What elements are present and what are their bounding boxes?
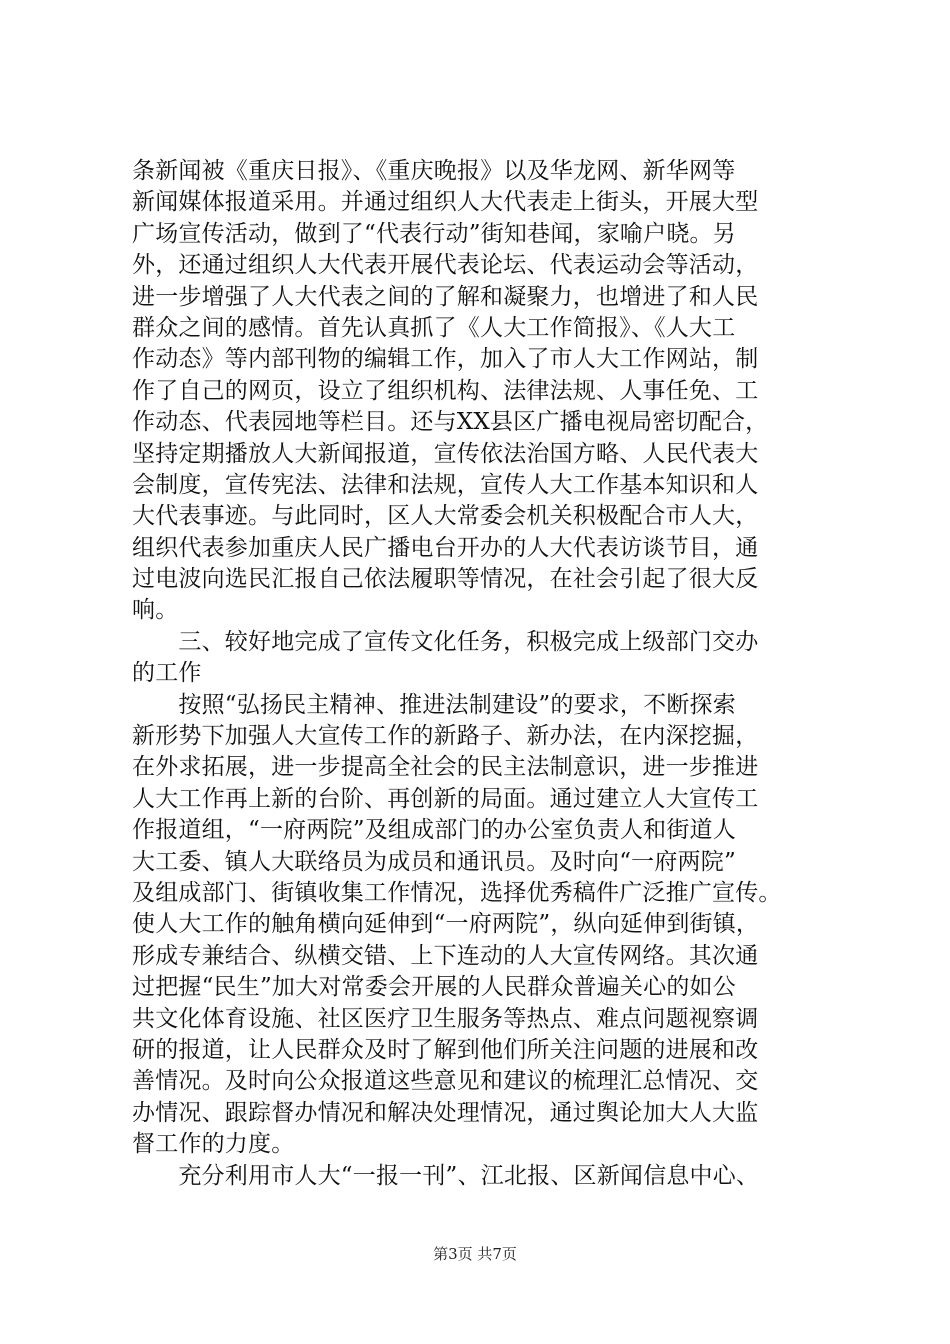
text-line: 坚持定期播放人大新闻报道，宣传依法治国方略、人民代表大 (132, 440, 759, 467)
text-line: 条新闻被《重庆日报》、《重庆晚报》以及华龙网、新华网等 (132, 158, 736, 184)
text-line: 过把握“民生”加大对常委会开展的人民群众普遍关心的如公 (132, 974, 736, 1001)
text-line: 作报道组，“一府两院”及组成部门的办公室负责人和街道人 (132, 817, 736, 844)
text-line: 外，还通过组织人大代表开展代表论坛、代表运动会等活动， (132, 252, 759, 279)
text-line: 作了自己的网页，设立了组织机构、法律法规、人事任免、工 (132, 377, 759, 404)
text-line: 会制度，宣传宪法、法律和法规，宣传人大工作基本知识和人 (132, 471, 759, 498)
text-line: 善情况。及时向公众报道这些意见和建议的梳理汇总情况、交 (132, 1068, 759, 1095)
text-line: 大工委、镇人大联络员为成员和通讯员。及时向“一府两院” (132, 848, 736, 875)
text-line: 督工作的力度。 (132, 1131, 295, 1158)
text-line: 作动态》等内部刊物的编辑工作，加入了市人大工作网站，制 (132, 346, 759, 373)
text-line: 的工作 (132, 660, 202, 687)
text-line: 大代表事迹。与此同时，区人大常委会机关积极配合市人大， (132, 503, 759, 530)
text-line: 进一步增强了人大代表之间的了解和凝聚力，也增进了和人民 (132, 283, 759, 310)
text-line: 响。 (132, 597, 179, 624)
text-line: 按照“弘扬民主精神、推进法制建设”的要求，不断探索 (132, 691, 736, 718)
text-line: 广场宣传活动，做到了“代表行动”街知巷闻，家喻户晓。另 (132, 220, 736, 247)
text-line: 新闻媒体报道采用。并通过组织人大代表走上街头，开展大型 (132, 189, 759, 216)
page-footer: 第3页 共7页 (433, 1245, 517, 1263)
text-line: 新形势下加强人大宣传工作的新路子、新办法，在内深挖掘， (132, 723, 759, 750)
text-line: 研的报道，让人民群众及时了解到他们所关注问题的进展和改 (132, 1036, 759, 1063)
text-line: 群众之间的感情。首先认真抓了《人大工作简报》、《人大工 (132, 314, 736, 341)
text-line: 充分利用市人大“一报一刊”、江北报、区新闻信息中心、 (132, 1162, 760, 1189)
text-line: 人大工作再上新的台阶、再创新的局面。通过建立人大宣传工 (132, 785, 759, 812)
text-line: 形成专兼结合、纵横交错、上下连动的人大宣传网络。其次通 (132, 942, 759, 969)
text-line: 组织代表参加重庆人民广播电台开办的人大代表访谈节目，通 (132, 534, 759, 561)
text-line: 过电波向选民汇报自己依法履职等情况，在社会引起了很大反 (132, 566, 759, 593)
text-line: 作动态、代表园地等栏目。还与XX县区广播电视局密切配合， (132, 409, 769, 436)
text-line: 三、较好地完成了宣传文化任务，积极完成上级部门交办 (132, 628, 759, 655)
text-line: 在外求拓展，进一步提高全社会的民主法制意识，进一步推进 (132, 754, 759, 781)
text-line: 使人大工作的触角横向延伸到“一府两院”，纵向延伸到街镇， (132, 911, 760, 938)
text-line: 共文化体育设施、社区医疗卫生服务等热点、难点问题视察调 (132, 1005, 759, 1032)
text-line: 及组成部门、街镇收集工作情况，选择优秀稿件广泛推广宣传。 (132, 879, 782, 906)
document-body (132, 156, 832, 1192)
text-line: 办情况、跟踪督办情况和解决处理情况，通过舆论加大人大监 (132, 1099, 759, 1126)
